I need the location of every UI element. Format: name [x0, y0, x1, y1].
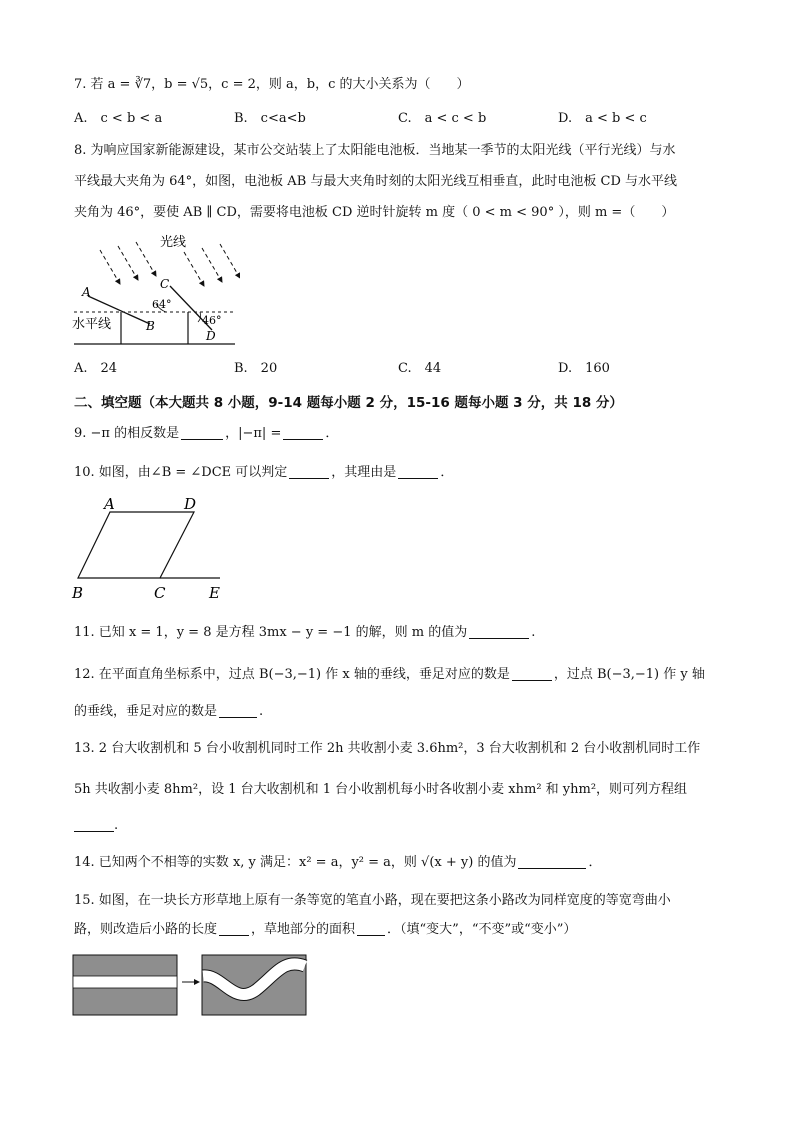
- q12-text-b: ，过点 B(−3,−1) 作 y 轴: [553, 667, 705, 682]
- q13-line-3: [74, 817, 118, 835]
- q12-text-d: .: [259, 704, 264, 719]
- q13-text-end: .: [114, 818, 119, 833]
- q12-line-2: [74, 703, 263, 721]
- q7-stem: 7. 若 a = ∛7，b = √5，c = 2，则 a，b，c 的大小关系为（ ）: [74, 77, 470, 92]
- q15-text-b: ，草地部分的面积: [251, 922, 356, 937]
- q14-blank: [518, 854, 586, 869]
- q10-blank-1: [289, 464, 329, 479]
- q9-text-a: 9. −π 的相反数是: [74, 426, 180, 441]
- q15-path-figure: [72, 954, 308, 1018]
- q8-line-1: 8. 为响应国家新能源建设，某市公交站装上了太阳能电池板．当地某一季节的太阳光线（平行光线）与水: [74, 143, 676, 158]
- q8-option-b: B. 20: [234, 361, 278, 376]
- q10-point-c: C: [154, 584, 166, 602]
- q15-blank-1: [219, 921, 249, 936]
- q7-option-a: A. c < b < a: [74, 111, 163, 126]
- q13-blank: [74, 817, 114, 832]
- q10-point-b: B: [72, 584, 84, 602]
- point-a-label: A: [82, 285, 91, 299]
- q9: [74, 425, 338, 443]
- q7-option-d: D. a < b < c: [558, 111, 647, 126]
- q12-blank-2: [219, 703, 257, 718]
- angle-64-label: 64°: [152, 298, 172, 311]
- q14-text-b: ．: [588, 855, 602, 870]
- q8-option-a: A. 24: [74, 361, 118, 376]
- q7-option-b: B. c<a<b: [234, 111, 306, 126]
- q10-blank-2: [398, 464, 438, 479]
- q13-line-1: 13. 2 台大收割机和 5 台小收割机同时工作 2h 共收割小麦 3.6hm²，3 台大收割机和 2 台小收割机同时工作: [74, 741, 701, 756]
- angle-46-label: 46°: [202, 314, 222, 327]
- q10: [74, 464, 453, 482]
- q12-text-a: 12. 在平面直角坐标系中，过点 B(−3,−1) 作 x 轴的垂线，垂足对应的数是: [74, 667, 510, 682]
- q15-text-a: 路，则改造后小路的长度: [74, 922, 218, 937]
- light-label: 光线: [160, 235, 187, 250]
- q8-line-3: 夹角为 46°，要使 AB ∥ CD，需要将电池板 CD 逆时针旋转 m 度（ 0 < m < 90° ），则 m =（ ）: [74, 205, 675, 220]
- horizon-label: 水平线: [72, 317, 112, 332]
- point-d-label: D: [206, 329, 216, 343]
- q12-blank-1: [512, 666, 552, 681]
- q10-parallelogram-figure: [70, 494, 230, 604]
- q11: [74, 624, 535, 642]
- point-b-label: B: [146, 319, 155, 333]
- point-c-label: C: [160, 277, 170, 291]
- q11-text-a: 11. 已知 x = 1，y = 8 是方程 3mx − y = −1 的解，则 m 的值为: [74, 625, 468, 640]
- q14-text-a: 14. 已知两个不相等的实数 x, y 满足：x² = a，y² = a，则 √(x + y) 的值为: [74, 855, 517, 870]
- q8-option-d: D. 160: [558, 361, 610, 376]
- q9-text-c: ．: [325, 426, 339, 441]
- q9-blank-2: [283, 425, 323, 440]
- q10-point-e: E: [209, 584, 220, 602]
- q10-point-d: D: [184, 495, 197, 513]
- q11-blank: [469, 624, 529, 639]
- q14: [74, 854, 601, 872]
- q15-text-c: ．（填“变大”，“不变”或“变小”）: [387, 922, 577, 937]
- q13-line-2: 5h 共收割小麦 8hm²，设 1 台大收割机和 1 台小收割机每小时各收割小麦 xhm² 和 yhm²，则可列方程组: [74, 782, 688, 797]
- q15-blank-2: [357, 921, 385, 936]
- section-title: 二、填空题（本大题共 8 小题，9-14 题每小题 2 分，15-16 题每小题 3 分，共 18 分）: [74, 395, 623, 411]
- q9-text-b: ，|−π| =: [225, 426, 282, 441]
- q10-text-c: ．: [440, 465, 454, 480]
- q8-solar-panel-figure: [70, 232, 240, 348]
- q11-text-b: .: [531, 625, 536, 640]
- q7-option-c: C. a < c < b: [398, 111, 487, 126]
- q15-line-2: [74, 921, 576, 939]
- q9-blank-1: [181, 425, 223, 440]
- q12-text-c: 的垂线，垂足对应的数是: [74, 704, 218, 719]
- q15-line-1: 15. 如图，在一块长方形草地上原有一条等宽的笔直小路，现在要把这条小路改为同样宽度的等宽弯曲小: [74, 893, 671, 908]
- q8-line-2: 平线最大夹角为 64°，如图，电池板 AB 与最大夹角时刻的太阳光线互相垂直，此时电池板 CD 与水平线: [74, 174, 678, 189]
- q10-text-a: 10. 如图，由∠B = ∠DCE 可以判定: [74, 465, 288, 480]
- q10-text-b: ，其理由是: [331, 465, 397, 480]
- q12-line-1: [74, 666, 705, 684]
- q10-point-a: A: [104, 495, 115, 513]
- q8-option-c: C. 44: [398, 361, 442, 376]
